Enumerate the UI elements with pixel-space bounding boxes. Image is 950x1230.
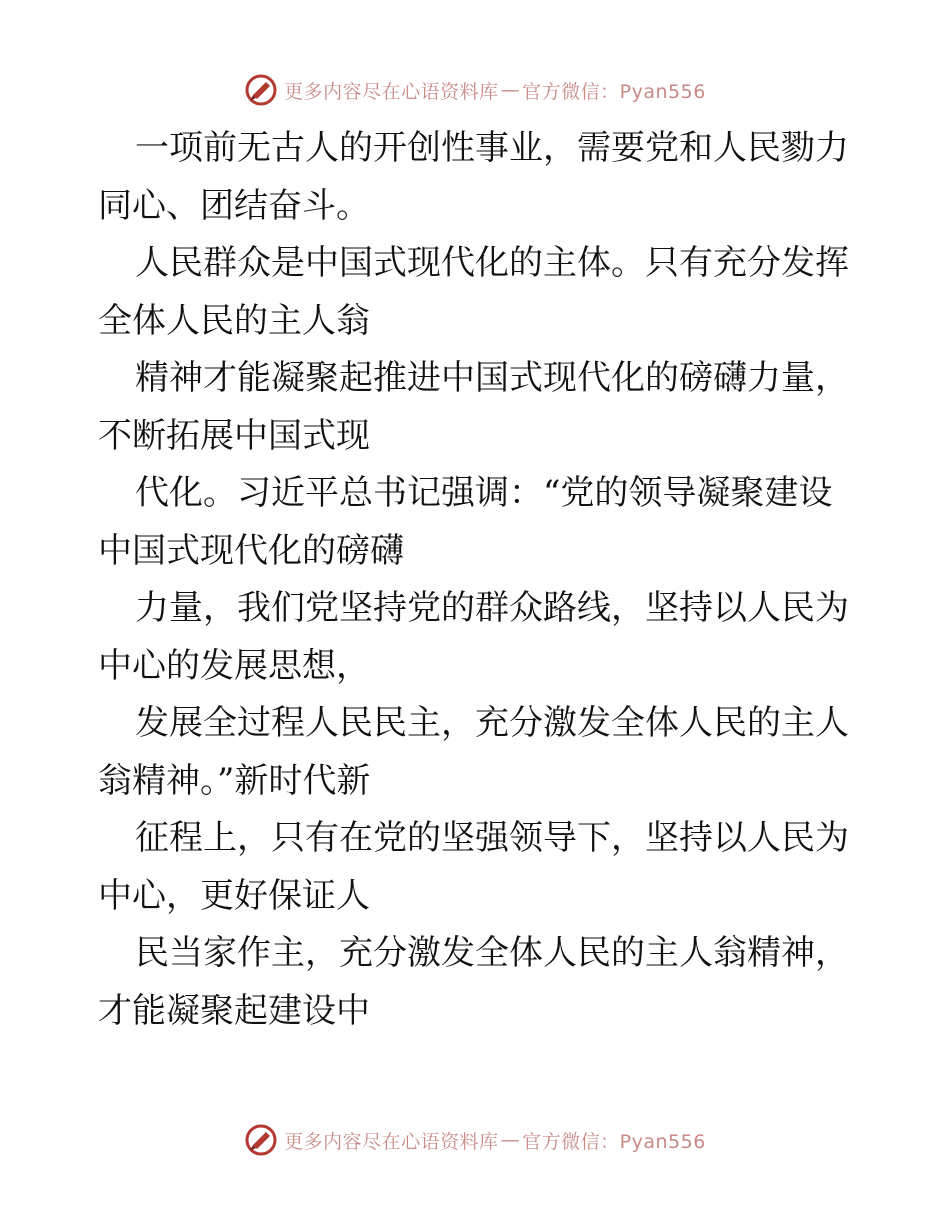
text-line: 代化。习近平总书记强调：“党的领导凝聚建设 xyxy=(135,473,833,513)
library-logo-icon xyxy=(244,1123,278,1157)
footer-watermark xyxy=(0,1120,950,1160)
watermark-text: 更多内容尽在心语资料库 xyxy=(284,1130,499,1153)
text-line: 精神才能凝聚起推进中国式现代化的磅礴力量， xyxy=(135,358,849,398)
watermark-wechat: 官方微信：Pyan556 xyxy=(522,1130,706,1153)
text-line: 全体人民的主人翁 xyxy=(98,300,370,341)
text-line: 征程上，只有在党的坚强领导下，坚持以人民为 xyxy=(135,818,849,858)
text-line: 不断拓展中国式现 xyxy=(98,415,370,456)
watermark-dash: — xyxy=(500,1129,521,1151)
library-logo-icon xyxy=(244,73,278,107)
watermark-wechat: 官方微信：Pyan556 xyxy=(522,80,706,103)
text-line: 才能凝聚起建设中 xyxy=(98,990,370,1031)
text-line: 发展全过程人民民主，充分激发全体人民的主人 xyxy=(135,703,849,743)
text-line: 翁精神。”新时代新 xyxy=(98,760,371,801)
text-line: 同心、团结奋斗。 xyxy=(98,185,370,226)
text-line: 中心，更好保证人 xyxy=(98,875,370,916)
header-watermark xyxy=(0,70,950,110)
text-line: 一项前无古人的开创性事业，需要党和人民勠力 xyxy=(135,128,849,168)
text-line: 人民群众是中国式现代化的主体。只有充分发挥 xyxy=(135,243,849,283)
watermark-dash: — xyxy=(500,79,521,101)
text-line: 民当家作主，充分激发全体人民的主人翁精神， xyxy=(135,933,849,973)
watermark-text: 更多内容尽在心语资料库 xyxy=(284,80,499,103)
document-body xyxy=(98,120,858,1040)
text-line: 力量，我们党坚持党的群众路线，坚持以人民为 xyxy=(135,588,849,628)
text-line: 中国式现代化的磅礴 xyxy=(98,530,404,571)
text-line: 中心的发展思想， xyxy=(98,645,370,686)
